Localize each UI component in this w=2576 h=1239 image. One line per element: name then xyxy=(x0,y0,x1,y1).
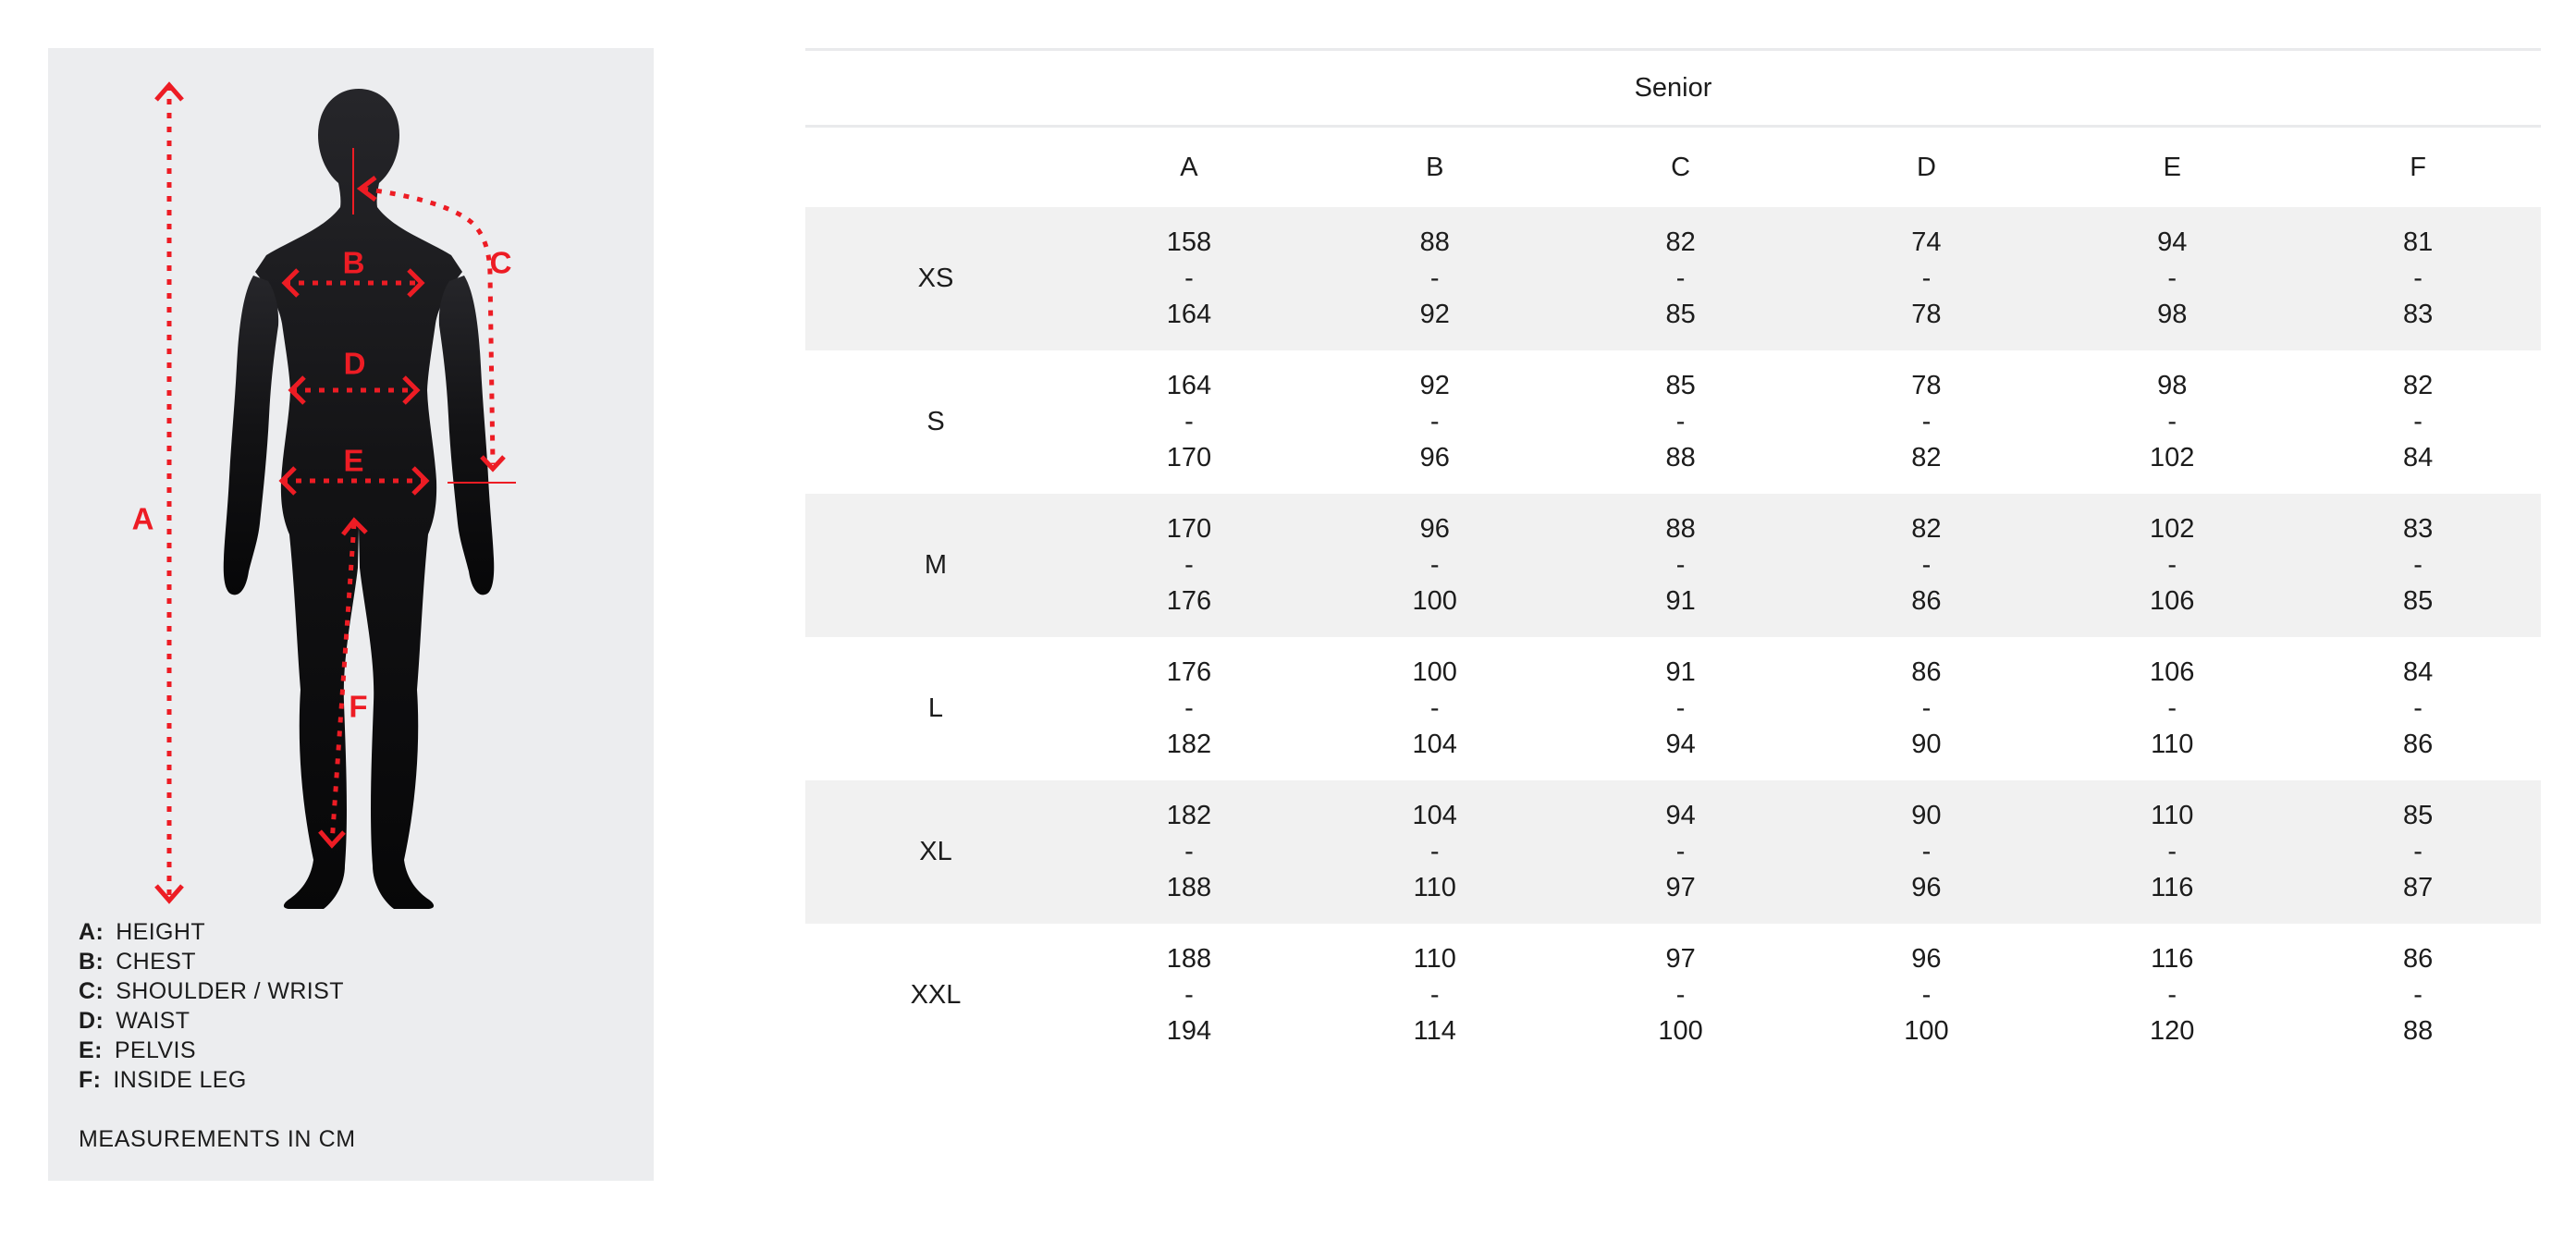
range-cell xyxy=(1558,225,1804,333)
table-row xyxy=(805,350,2541,494)
range-cell xyxy=(1804,941,2050,1049)
range-min: 96 xyxy=(1419,514,1450,544)
range-separator: - xyxy=(2167,264,2177,293)
range-separator: - xyxy=(1675,693,1686,723)
range-min: 78 xyxy=(1911,371,1942,400)
range-cell xyxy=(2049,511,2295,620)
range-cell xyxy=(2049,225,2295,333)
range-separator: - xyxy=(1429,264,1440,293)
range-min: 74 xyxy=(1911,227,1942,257)
range-min: 98 xyxy=(2157,371,2188,400)
legend-key: E: xyxy=(79,1037,103,1063)
range-cell xyxy=(1312,655,1558,763)
range-max: 114 xyxy=(1413,1016,1456,1046)
table-row xyxy=(805,780,2541,924)
range-cell xyxy=(2295,225,2541,333)
range-max: 100 xyxy=(1904,1016,1949,1046)
range-cell xyxy=(2049,798,2295,906)
range-cell xyxy=(2295,798,2541,906)
range-cell xyxy=(1804,511,2050,620)
range-separator: - xyxy=(1921,407,1932,436)
range-cell xyxy=(1312,368,1558,476)
range-min: 81 xyxy=(2402,227,2434,257)
range-min: 90 xyxy=(1911,801,1942,830)
marker-f: F xyxy=(349,689,369,724)
range-separator: - xyxy=(2413,693,2423,723)
legend-item-e xyxy=(79,1036,633,1065)
range-max: 86 xyxy=(2402,730,2434,759)
range-max: 91 xyxy=(1665,586,1696,616)
range-max: 110 xyxy=(1413,873,1456,902)
range-min: 116 xyxy=(2151,944,2194,974)
range-cell xyxy=(1066,798,1312,906)
legend-key: A: xyxy=(79,918,104,945)
range-min: 91 xyxy=(1665,657,1696,687)
range-separator: - xyxy=(1429,407,1440,436)
range-cell xyxy=(1066,511,1312,620)
range-cell xyxy=(1804,798,2050,906)
range-max: 100 xyxy=(1658,1016,1703,1046)
range-separator: - xyxy=(2167,837,2177,866)
range-max: 90 xyxy=(1911,730,1942,759)
range-max: 110 xyxy=(2151,730,2194,759)
range-max: 120 xyxy=(2150,1016,2195,1046)
range-cell xyxy=(2049,368,2295,476)
table-row xyxy=(805,207,2541,350)
range-max: 96 xyxy=(1911,873,1942,902)
range-max: 83 xyxy=(2402,300,2434,329)
size-label: S xyxy=(926,407,945,436)
range-min: 82 xyxy=(2402,371,2434,400)
range-max: 88 xyxy=(2402,1016,2434,1046)
size-label: XXL xyxy=(910,980,962,1010)
range-separator: - xyxy=(1921,980,1932,1010)
range-cell xyxy=(2295,655,2541,763)
column-header-d: D xyxy=(1916,152,1936,182)
range-max: 94 xyxy=(1665,730,1696,759)
legend-item-b xyxy=(79,947,633,976)
range-separator: - xyxy=(2167,550,2177,580)
marker-d: D xyxy=(343,346,367,381)
table-row xyxy=(805,924,2541,1067)
marker-b: B xyxy=(342,245,366,280)
range-cell xyxy=(1312,225,1558,333)
range-cell xyxy=(2049,655,2295,763)
range-separator: - xyxy=(1675,837,1686,866)
legend-item-d xyxy=(79,1006,633,1036)
range-min: 86 xyxy=(1911,657,1942,687)
range-min: 88 xyxy=(1665,514,1696,544)
range-separator: - xyxy=(1429,693,1440,723)
range-max: 92 xyxy=(1419,300,1450,329)
range-separator: - xyxy=(1429,980,1440,1010)
legend-label: PELVIS xyxy=(114,1037,196,1063)
range-cell xyxy=(1558,941,1804,1049)
range-min: 182 xyxy=(1166,801,1212,830)
range-cell xyxy=(1066,941,1312,1049)
range-min: 110 xyxy=(1413,944,1456,974)
legend-label: INSIDE LEG xyxy=(113,1066,247,1093)
range-max: 106 xyxy=(2150,586,2195,616)
range-cell xyxy=(1066,655,1312,763)
column-header-f: F xyxy=(2410,152,2426,182)
legend-item-c xyxy=(79,976,633,1006)
legend-label: SHOULDER / WRIST xyxy=(116,977,344,1004)
range-separator: - xyxy=(1675,550,1686,580)
range-separator: - xyxy=(2413,837,2423,866)
range-max: 102 xyxy=(2150,443,2195,472)
range-min: 86 xyxy=(2402,944,2434,974)
range-max: 164 xyxy=(1166,300,1212,329)
range-separator: - xyxy=(1184,837,1194,866)
range-cell xyxy=(2295,511,2541,620)
range-min: 176 xyxy=(1166,657,1212,687)
legend-label: CHEST xyxy=(116,948,196,975)
range-separator: - xyxy=(1184,550,1194,580)
range-min: 92 xyxy=(1419,371,1450,400)
range-separator: - xyxy=(1921,693,1932,723)
legend-item-f xyxy=(79,1065,633,1095)
range-max: 194 xyxy=(1166,1016,1212,1046)
range-cell xyxy=(2049,941,2295,1049)
legend-item-a xyxy=(79,917,633,947)
measurement-panel xyxy=(48,48,654,1181)
range-cell xyxy=(1558,368,1804,476)
range-min: 82 xyxy=(1911,514,1942,544)
range-max: 97 xyxy=(1665,873,1696,902)
range-min: 188 xyxy=(1166,944,1212,974)
range-separator: - xyxy=(1675,407,1686,436)
range-max: 78 xyxy=(1911,300,1942,329)
range-separator: - xyxy=(1675,264,1686,293)
marker-e: E xyxy=(343,443,365,478)
marker-a: A xyxy=(131,501,155,536)
legend-key: D: xyxy=(79,1007,104,1034)
range-separator: - xyxy=(2413,407,2423,436)
range-cell xyxy=(1558,798,1804,906)
range-separator: - xyxy=(2413,264,2423,293)
size-label: XL xyxy=(919,837,952,866)
range-max: 188 xyxy=(1166,873,1212,902)
size-label: XS xyxy=(917,264,954,293)
range-separator: - xyxy=(1184,980,1194,1010)
range-min: 85 xyxy=(2402,801,2434,830)
range-max: 86 xyxy=(1911,586,1942,616)
range-cell xyxy=(1804,225,2050,333)
range-max: 88 xyxy=(1665,443,1696,472)
size-table-body xyxy=(805,207,2541,1067)
range-cell xyxy=(1312,798,1558,906)
range-cell xyxy=(2295,941,2541,1049)
size-label: M xyxy=(924,550,948,580)
measurements-unit-note: MEASUREMENTS IN CM xyxy=(79,1126,356,1152)
range-min: 170 xyxy=(1166,514,1212,544)
range-max: 96 xyxy=(1419,443,1450,472)
range-min: 83 xyxy=(2402,514,2434,544)
range-min: 106 xyxy=(2150,657,2195,687)
range-separator: - xyxy=(1921,550,1932,580)
range-cell xyxy=(1312,511,1558,620)
range-min: 164 xyxy=(1166,371,1212,400)
range-min: 85 xyxy=(1665,371,1696,400)
table-row xyxy=(805,494,2541,637)
range-max: 85 xyxy=(1665,300,1696,329)
range-max: 98 xyxy=(2157,300,2188,329)
range-cell xyxy=(2295,368,2541,476)
mannequin-silhouette xyxy=(224,89,494,909)
range-max: 170 xyxy=(1166,443,1212,472)
size-table xyxy=(805,48,2541,1067)
range-separator: - xyxy=(1184,407,1194,436)
range-min: 82 xyxy=(1665,227,1696,257)
range-separator: - xyxy=(2167,693,2177,723)
range-cell xyxy=(1312,941,1558,1049)
range-min: 97 xyxy=(1665,944,1696,974)
range-min: 102 xyxy=(2150,514,2195,544)
range-separator: - xyxy=(1429,550,1440,580)
legend-key: F: xyxy=(79,1066,102,1093)
range-max: 82 xyxy=(1911,443,1942,472)
range-separator: - xyxy=(2413,980,2423,1010)
range-max: 176 xyxy=(1166,586,1212,616)
size-label: L xyxy=(927,693,944,723)
range-max: 87 xyxy=(2402,873,2434,902)
column-header-e: E xyxy=(2163,152,2181,182)
range-max: 116 xyxy=(2151,873,2194,902)
range-cell xyxy=(1066,368,1312,476)
range-separator: - xyxy=(1429,837,1440,866)
range-cell xyxy=(1066,225,1312,333)
range-cell xyxy=(1558,655,1804,763)
legend-label: WAIST xyxy=(116,1007,190,1034)
range-min: 88 xyxy=(1419,227,1450,257)
range-max: 100 xyxy=(1412,586,1457,616)
table-column-headers xyxy=(805,128,2541,207)
range-min: 84 xyxy=(2402,657,2434,687)
range-min: 104 xyxy=(1412,801,1457,830)
range-cell xyxy=(1804,655,2050,763)
legend-key: C: xyxy=(79,977,104,1004)
range-separator: - xyxy=(2167,407,2177,436)
range-separator: - xyxy=(1184,693,1194,723)
range-separator: - xyxy=(2167,980,2177,1010)
column-header-b: B xyxy=(1426,152,1444,182)
range-separator: - xyxy=(1675,980,1686,1010)
measurement-legend xyxy=(79,917,633,1095)
range-separator: - xyxy=(1921,264,1932,293)
range-separator: - xyxy=(1184,264,1194,293)
range-min: 94 xyxy=(1665,801,1696,830)
range-min: 110 xyxy=(2151,801,2194,830)
range-max: 84 xyxy=(2402,443,2434,472)
range-max: 85 xyxy=(2402,586,2434,616)
range-min: 94 xyxy=(2157,227,2188,257)
range-min: 158 xyxy=(1166,227,1212,257)
range-separator: - xyxy=(1921,837,1932,866)
legend-key: B: xyxy=(79,948,104,975)
column-header-a: A xyxy=(1180,152,1198,182)
marker-c: C xyxy=(489,245,513,280)
range-min: 100 xyxy=(1412,657,1457,687)
table-group-header: Senior xyxy=(805,48,2541,128)
range-cell xyxy=(1558,511,1804,620)
table-row xyxy=(805,637,2541,780)
range-max: 182 xyxy=(1166,730,1212,759)
range-cell xyxy=(1804,368,2050,476)
legend-label: HEIGHT xyxy=(116,918,206,945)
range-separator: - xyxy=(2413,550,2423,580)
range-min: 96 xyxy=(1911,944,1942,974)
column-header-c: C xyxy=(1671,152,1691,182)
range-max: 104 xyxy=(1412,730,1457,759)
